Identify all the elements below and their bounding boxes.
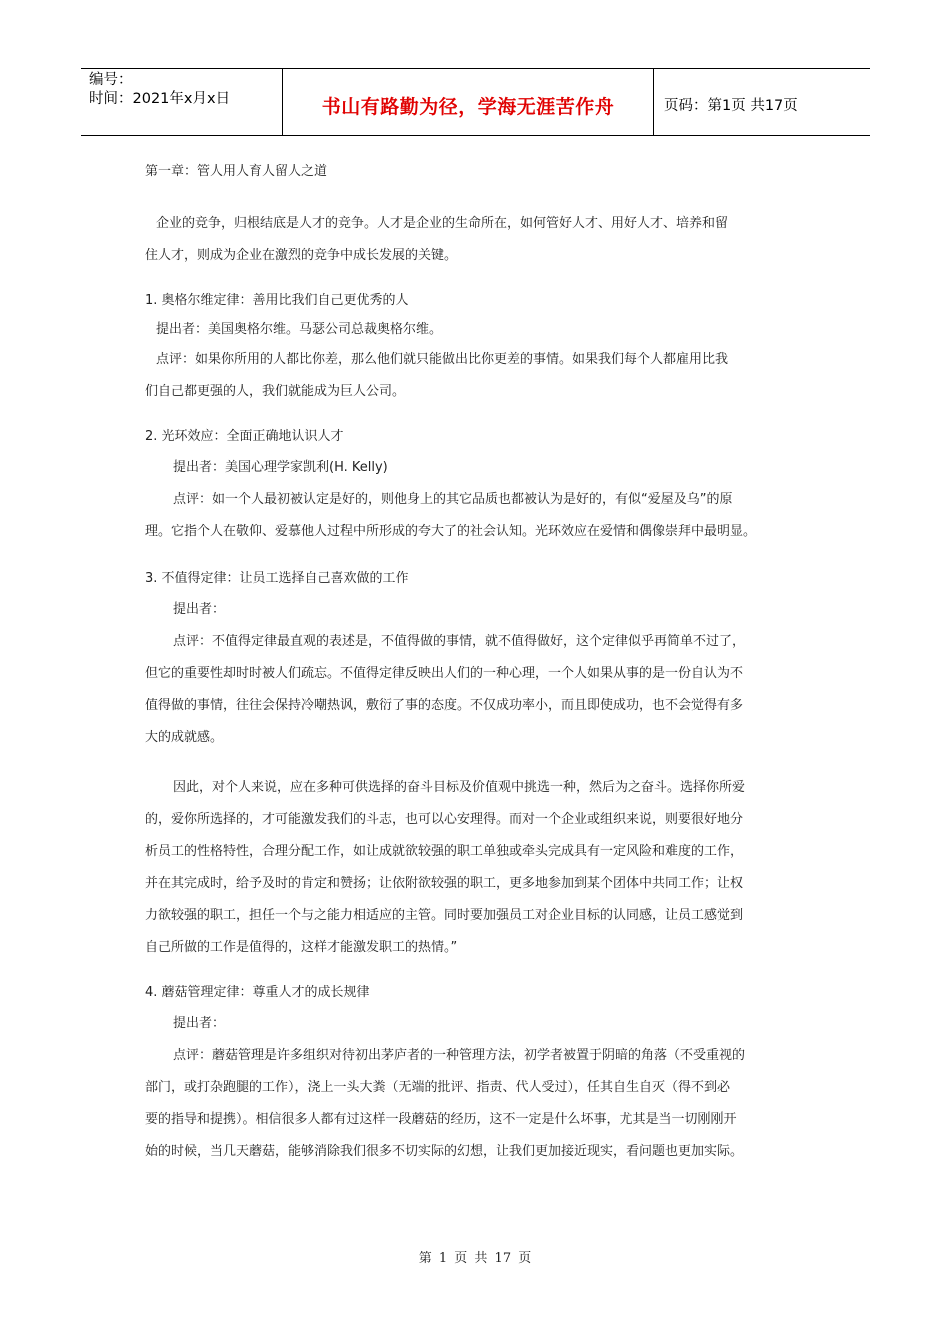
- header-number-label: 编号：: [89, 72, 133, 88]
- section-extra-line: 并在其完成时，给予及时的肯定和赞扬；让依附欲较强的职工，更多地参加到某个团体中共同工作；让权: [145, 876, 744, 891]
- intro-line: 住人才，则成为企业在激烈的竞争中成长发展的关键。: [145, 248, 458, 263]
- section-heading: 1. 奥格尔维定律：善用比我们自己更优秀的人: [145, 293, 409, 308]
- section-proposer: 提出者：美国奥格尔维。马瑟公司总裁奥格尔维。: [156, 322, 443, 337]
- section-comment-line: 值得做的事情，往往会保持冷嘲热讽，敷衍了事的态度。不仅成功率小，而且即使成功，也不会觉得有多: [145, 698, 744, 713]
- section-extra-line: 的，爱你所选择的，才可能激发我们的斗志，也可以心安理得。而对一个企业或组织来说，则要很好地分: [145, 812, 744, 827]
- section-comment-line: 点评：不值得定律最直观的表述是，不值得做的事情，就不值得做好，这个定律似乎再简单不过了，: [173, 634, 746, 649]
- section-comment-line: 点评：如一个人最初被认定是好的，则他身上的其它品质也都被认为是好的，有似“爱屋及乌”的原: [173, 492, 733, 507]
- page-footer: 第 1 页 共 17 页: [418, 1251, 532, 1266]
- header-time-label: 时间：2021年x月x日: [89, 91, 231, 107]
- header-meta: [81, 69, 282, 135]
- section-comment-line: 大的成就感。: [145, 730, 224, 745]
- section-proposer: 提出者：: [173, 602, 226, 617]
- section-extra-line: 力欲较强的职工，担任一个与之能力相适应的主管。同时要加强员工对企业目标的认同感，让员工感觉到: [145, 908, 744, 923]
- section-extra-line: 因此，对个人来说，应在多种可供选择的奋斗目标及价值观中挑选一种，然后为之奋斗。选择你所爱: [173, 780, 746, 795]
- section-comment-line: 点评：蘑菇管理是许多组织对待初出茅庐者的一种管理方法，初学者被置于阴暗的角落（不受重视的: [173, 1048, 746, 1063]
- section-proposer: 提出者：: [173, 1016, 226, 1031]
- section-comment-line: 们自己都更强的人，我们就能成为巨人公司。: [145, 384, 406, 399]
- header-motto: 书山有路勤为径，学海无涯苦作舟: [282, 69, 654, 135]
- section-comment-line: 但它的重要性却时时被人们疏忘。不值得定律反映出人们的一种心理，一个人如果从事的是一份自认为不: [145, 666, 744, 681]
- header-page-code: 页码：第1页 共17页: [664, 97, 798, 114]
- chapter-title: 第一章：管人用人育人留人之道: [145, 164, 328, 179]
- document-header: [81, 68, 870, 136]
- section-extra-line: 自己所做的工作是值得的，这样才能激发职工的热情。”: [145, 940, 458, 955]
- intro-line: 企业的竞争，归根结底是人才的竞争。人才是企业的生命所在，如何管好人才、用好人才、培养和留: [156, 216, 729, 231]
- section-heading: 4. 蘑菇管理定律：尊重人才的成长规律: [145, 985, 370, 1000]
- section-proposer: 提出者：美国心理学家凯利(H. Kelly): [173, 460, 388, 475]
- section-comment-line: 部门，或打杂跑腿的工作），浇上一头大粪（无端的批评、指责、代人受过），任其自生自灭（得不到必: [145, 1080, 731, 1095]
- section-heading: 3. 不值得定律：让员工选择自己喜欢做的工作: [145, 571, 409, 586]
- section-comment-line: 点评：如果你所用的人都比你差，那么他们就只能做出比你更差的事情。如果我们每个人都雇用比我: [156, 352, 729, 367]
- section-comment-line: 理。它指个人在敬仰、爱慕他人过程中所形成的夸大了的社会认知。光环效应在爱情和偶像崇拜中最明显。: [145, 524, 757, 539]
- section-comment-line: 始的时候，当几天蘑菇，能够消除我们很多不切实际的幻想，让我们更加接近现实，看问题也更加实际。: [145, 1144, 744, 1159]
- section-comment-line: 要的指导和提携）。相信很多人都有过这样一段蘑菇的经历，这不一定是什么坏事，尤其是当一切刚刚开: [145, 1112, 737, 1127]
- section-heading: 2. 光环效应：全面正确地认识人才: [145, 429, 344, 444]
- document-body: [145, 161, 815, 1168]
- section-extra-line: 析员工的性格特性，合理分配工作，如让成就欲较强的职工单独或牵头完成具有一定风险和难度的工作，: [145, 844, 744, 859]
